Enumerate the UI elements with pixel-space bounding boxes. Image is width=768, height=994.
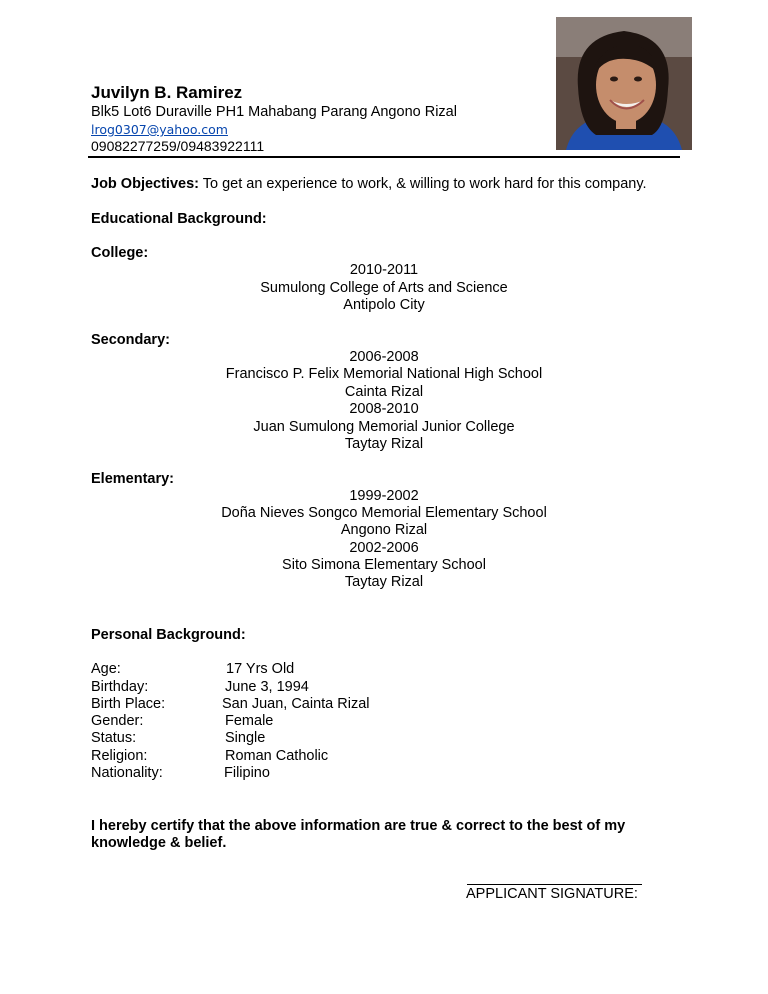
personal-row-label: Nationality: (91, 765, 163, 781)
college-line: Sumulong College of Arts and Science (260, 280, 508, 296)
elementary-line: Sito Simona Elementary School (282, 557, 486, 573)
secondary-line: 2006-2008 (349, 349, 419, 365)
certify-line-2: knowledge & belief. (91, 835, 227, 851)
personal-row-label: Birth Place: (91, 696, 166, 712)
educational-heading: Educational Background: (91, 211, 267, 227)
personal-row-value: San Juan, Cainta Rizal (222, 696, 370, 712)
elementary-line: 2002-2006 (349, 540, 419, 556)
elementary-line: Angono Rizal (340, 522, 428, 538)
secondary-line: 2008-2010 (349, 401, 419, 417)
job-objectives-label: Job Objectives: (91, 176, 199, 192)
elementary-line: Taytay Rizal (344, 574, 424, 590)
personal-row-value: 17 Yrs Old (226, 661, 295, 677)
job-objectives (91, 176, 647, 192)
personal-row-label: Age: (91, 661, 121, 677)
applicant-email-link[interactable]: lrog0307@yahoo.com (91, 122, 228, 137)
personal-row-value: Roman Catholic (225, 748, 329, 764)
elementary-line: 1999-2002 (349, 488, 419, 504)
applicant-photo (556, 17, 692, 150)
certify-line-1: I hereby certify that the above information are true & correct to the best of my (91, 818, 626, 834)
personal-row-label: Birthday: (91, 679, 149, 695)
personal-row-label: Status: (91, 730, 137, 746)
header-divider (88, 156, 680, 158)
portrait-image (556, 17, 692, 150)
applicant-address: Blk5 Lot6 Duraville PH1 Mahabang Parang Angono Rizal (91, 104, 457, 120)
elementary-line: Doña Nieves Songco Memorial Elementary School (221, 505, 547, 521)
college-line: Antipolo City (343, 297, 425, 313)
signature-label: APPLICANT SIGNATURE: (466, 886, 638, 902)
secondary-line: Juan Sumulong Memorial Junior College (253, 419, 515, 435)
secondary-line: Cainta Rizal (344, 384, 424, 400)
personal-heading: Personal Background: (91, 627, 246, 643)
personal-row-value: Female (225, 713, 274, 729)
secondary-line: Taytay Rizal (344, 436, 424, 452)
personal-row-label: Religion: (91, 748, 148, 764)
applicant-name: Juvilyn B. Ramirez (91, 83, 243, 102)
applicant-phone: 09082277259/09483922111 (91, 138, 265, 154)
personal-row-label: Gender: (91, 713, 144, 729)
personal-row-value: June 3, 1994 (225, 679, 309, 695)
job-objectives-text: To get an experience to work, & willing to work hard for this company. (198, 176, 647, 192)
college-line: 2010-2011 (349, 262, 419, 278)
elementary-label: Elementary: (91, 471, 175, 487)
signature-line (467, 884, 642, 885)
personal-row-value: Single (225, 730, 266, 746)
secondary-label: Secondary: (91, 332, 170, 348)
college-label: College: (91, 245, 149, 261)
secondary-line: Francisco P. Felix Memorial National High School (225, 366, 543, 382)
personal-row-value: Filipino (224, 765, 270, 781)
